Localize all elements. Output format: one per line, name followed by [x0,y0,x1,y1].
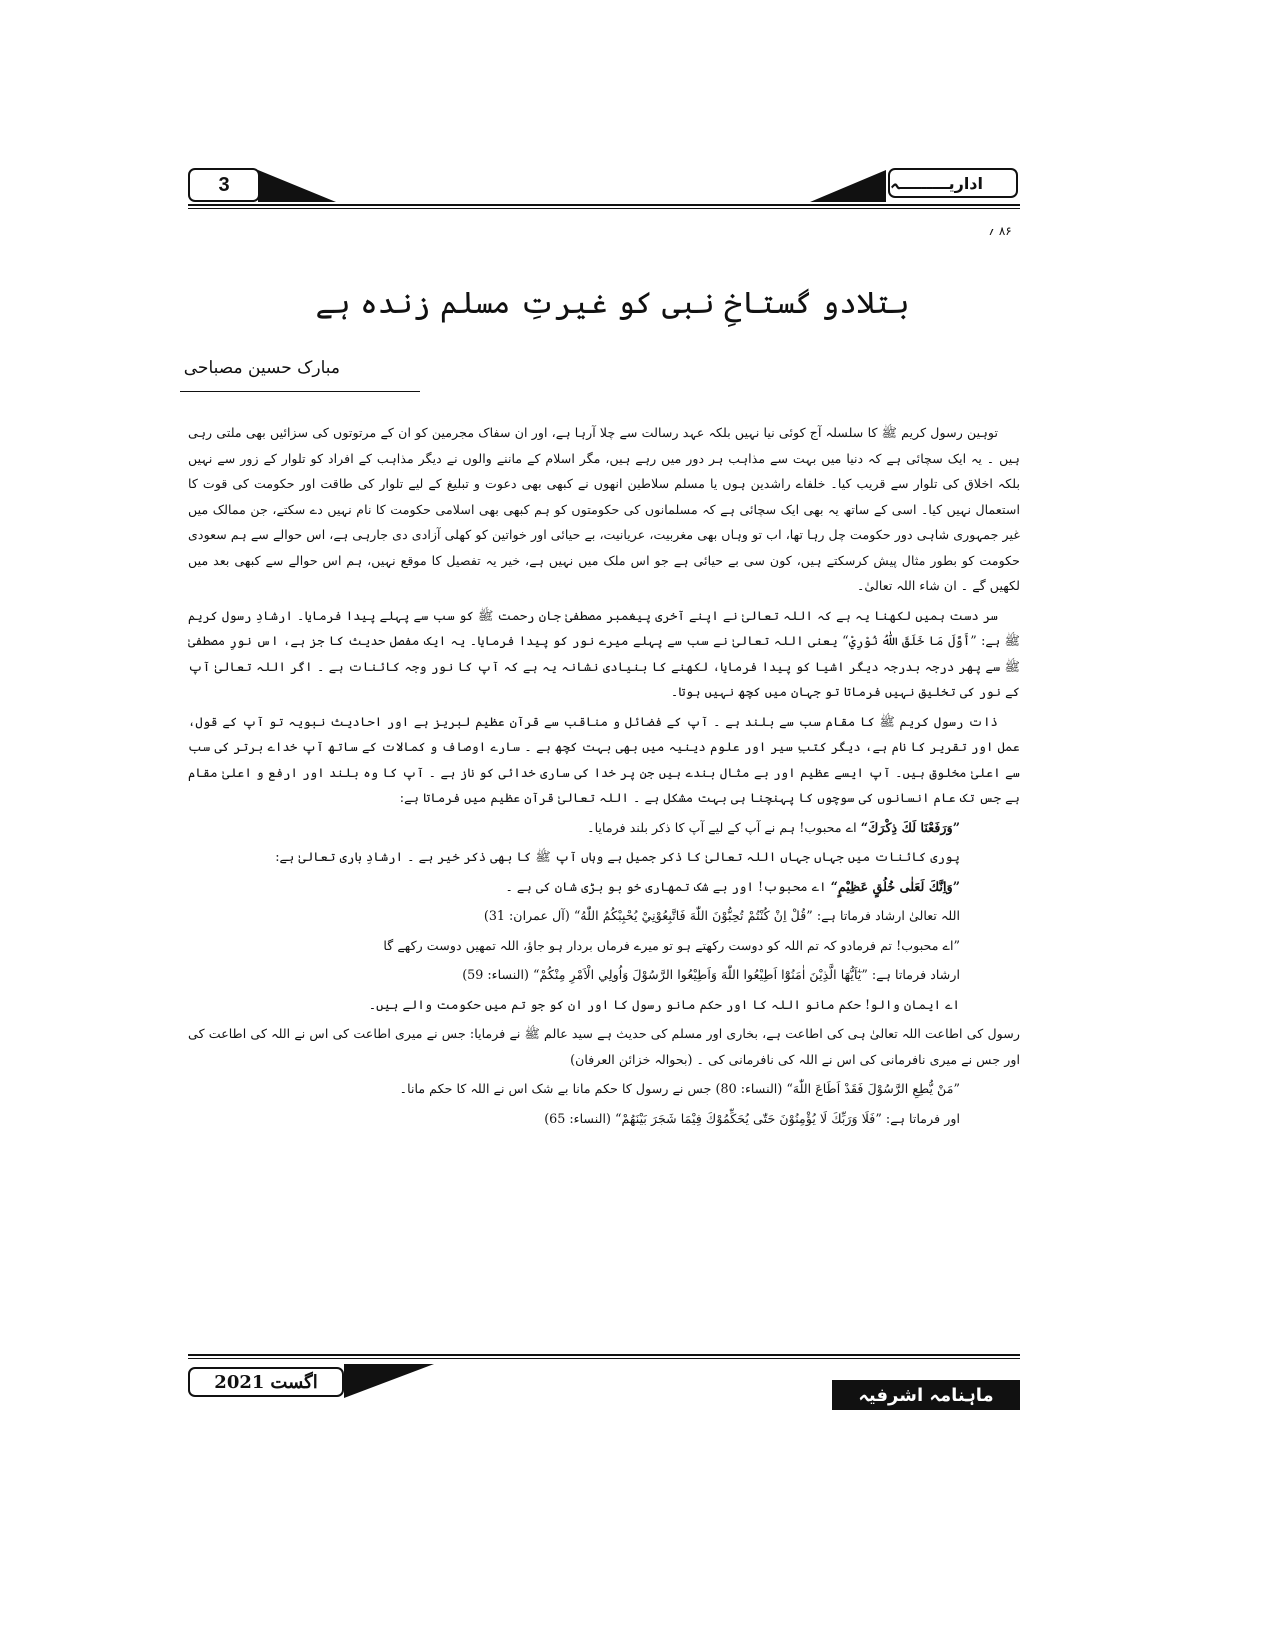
footer-rule-thin [188,1358,1020,1359]
paragraph: اور فرماتا ہے: ”فَلَا وَرَبِّكَ لَا يُؤْمِنُوْنَ حَتّٰى يُحَكِّمُوْكَ فِيْمَا شَجَرَ بَيْنَهُمْ“ (النساء: 65) [544,1110,960,1126]
quran-quote [188,815,1020,841]
issue-year: 2021 [214,1371,265,1393]
article-title: بتلادو گستاخِ نبی کو غیرتِ مسلم زندہ ہے [315,286,910,321]
quote-arabic: ”وَاِنَّكَ لَعَلٰى خُلُقٍ عَظِيْمٍ“ [830,878,960,894]
issue-month: اگست [270,1371,318,1393]
footer-rule [188,1354,1020,1356]
author-underline [180,391,420,392]
article-body [188,420,1020,1135]
header-right-wedge [810,168,888,204]
quote-translation: اے محبوب! اور بے شک تمھاری خو بو بڑی شان کی ہے ۔ [505,878,827,894]
page-number-box [188,168,260,202]
magazine-name-band [832,1380,1020,1410]
paragraph: پوری کائنات میں جہاں جہاں اللہ تعالیٰ کا ذکر جمیل ہے وہاں آپ ﷺ کا بھی ذکر خیر ہے ۔ ارشادِ باری تعالیٰ ہے: [275,849,960,864]
page-number: 3 [218,173,230,196]
footer-left-wedge [344,1362,436,1400]
section-label: اداریـــــــــہ [890,173,983,193]
article-author: مبارک حسین مصباحی [183,358,340,378]
quran-quote [188,874,1020,900]
paragraph: اللہ تعالیٰ ارشاد فرماتا ہے: ”قُلْ اِنْ كُنْتُمْ تُحِبُّوْنَ اللّٰهَ فَاتَّبِعُوْنِيْ يُحْبِبْكُمُ اللّٰهُ“ (آل عمران: 31) [483,908,960,923]
paragraph: ذات رسول کریم ﷺ کا مقام سب سے بلند ہے ۔ آپ کے فضائل و مناقب سے قرآن عظیم لبریز ہے اور احادیث نبویہ تو آپ کے قول، عمل اور تقریر کا نام ہے، دیگر کتبِ سیر اور علوم دینیہ میں بھی بہت کچھ ہے ۔ سارے اوصاف و کمالات کے ساتھ آپ خداے برتر کی سب سے اعلیٰ مخلوق ہیں۔ آپ ایسے عظیم اور بے مثال بندے ہیں جن پر خدا کی ساری خدائی کو ناز ہے ۔ آپ کا وہ بلند اور ارفع و اعلیٰ مقام ہے جس تک عام انسانوں کی سوچوں کا پہنچنا ہی بہت مشکل ہے ۔ اللہ تعالیٰ قرآن عظیم میں فرماتا ہے: [188,713,1020,805]
paragraph: ارشاد فرماتا ہے: ”يٰٓاَيُّهَا الَّذِيْنَ اٰمَنُوْٓا اَطِيْعُوا اللّٰهَ وَاَطِيْعُوا الرَّسُوْلَ وَاُولِي الْاَمْرِ مِنْكُمْ“ (النساء: 59) [462,967,960,982]
paragraph: رسول کی اطاعت اللہ تعالیٰ ہی کی اطاعت ہے، بخاری اور مسلم کی حدیث ہے سید عالم ﷺ نے فرمایا: جس نے میری اطاعت کی اس نے اللہ کی اطاعت کی اور جس نے میری نافرمانی کی اس نے اللہ کی نافرمانی کی ۔ (بحوالہ خزائن العرفان) [188,1026,1020,1067]
issue-date-box [188,1367,344,1397]
paragraph: توہین رسول کریم ﷺ کا سلسلہ آج کوئی نیا نہیں بلکہ عہد رسالت سے چلا آرہا ہے، اور ان سفاک مجرمین کو ان کے مرتوتوں کی سزائیں بھی ملتی رہی ہیں ۔ یہ ایک سچائی ہے کہ دنیا میں بہت سے مذاہب ہر دور میں رہے ہیں، مگر اسلام کے ماننے والوں نے دیگر مذاہب کے افراد کو تلوار کے زور سے نہیں بلکہ اخلاق کی تلوار سے قریب کیا۔ خلفاے راشدین ہوں یا مسلم سلاطین انھوں نے کبھی بھی دعوت و تبلیغ کے لیے تلوار کی طاقت اور حکومت کی قوت کا استعمال نہیں کیا۔ اسی کے ساتھ یہ بھی ایک سچائی ہے کہ مسلمانوں کی حکومتوں کو ہم کبھی بھی اسلامی حکومت کا نام نہیں دے سکتے، جن ممالک میں غیر جمہوری شاہی دور حکومت چل رہا تھا، اب تو وہاں بھی مغربیت، عریانیت، بے حیائی اور خواتین کو کھلی آزادی دی جارہی ہے، اس حوالے سے ہم سعودی حکومت کو بطور مثال پیش کرسکتے ہیں، کون سی بے حیائی ہے جو اس ملک میں نہیں ہے، خیر یہ تفصیل کا موقع نہیں، ہم اس حوالے سے کبھی بعد میں لکھیں گے ۔ ان شاء اللہ تعالیٰ۔ [188,425,1020,593]
header-rule-thin [188,208,1020,209]
paragraph: اے ایمان والو! حکم مانو اللہ کا اور حکم مانو رسول کا اور ان کو جو تم میں حکومت والے ہیں۔ [368,996,960,1012]
paragraph: سر دست ہمیں لکھنا یہ ہے کہ اللہ تعالیٰ نے اپنے آخری پیغمبر مصطفیٰ جان رحمت ﷺ کو سب سے پہلے پیدا فرمایا۔ ارشادِ رسول کریم ﷺ ہے: ”أَوَّلَ مَا خَلَقَ اللّٰهُ نُوْرِيْ“ یعنی اللہ تعالیٰ نے سب سے پہلے میرے نور کو پیدا فرمایا۔ یہ ایک مفصل حدیث کا جز ہے، اس نورِ مصطفیٰ ﷺ سے پھر درجہ بدرجہ دیگر اشیا کو پیدا فرمایا، لکھنے کا بنیادی نشانہ یہ ہے کہ آپ کا نور وجہ کائنات ہے ۔ اگر اللہ تعالیٰ آپ کے نور کی تخلیق نہیں فرماتا تو جہان میں کچھ نہیں ہوتا۔ [188,607,1020,699]
issue-number: ۸۶ ؍ [988,224,1012,238]
header-rule [188,204,1020,206]
quote-arabic: ”وَرَفَعْنَا لَكَ ذِكْرَكَ“ [860,819,960,835]
paragraph: ”مَنْ يُّطِعِ الرَّسُوْلَ فَقَدْ اَطَاعَ اللّٰهَ“ (النساء: 80) جس نے رسول کا حکم مانا بے شک اس نے اللہ کا حکم مانا۔ [399,1081,960,1096]
quote-translation: اے محبوب! ہم نے آپ کے لیے آپ کا ذکر بلند فرمایا۔ [587,819,857,835]
header-left-wedge [258,168,338,204]
magazine-name: ماہنامہ اشرفیہ [858,1384,994,1406]
section-label-box [888,168,1018,198]
paragraph: ”اے محبوب! تم فرمادو کہ تم اللہ کو دوست رکھتے ہو تو میرے فرماں بردار ہو جاؤ، اللہ تمھیں دوست رکھے گا [383,937,960,953]
